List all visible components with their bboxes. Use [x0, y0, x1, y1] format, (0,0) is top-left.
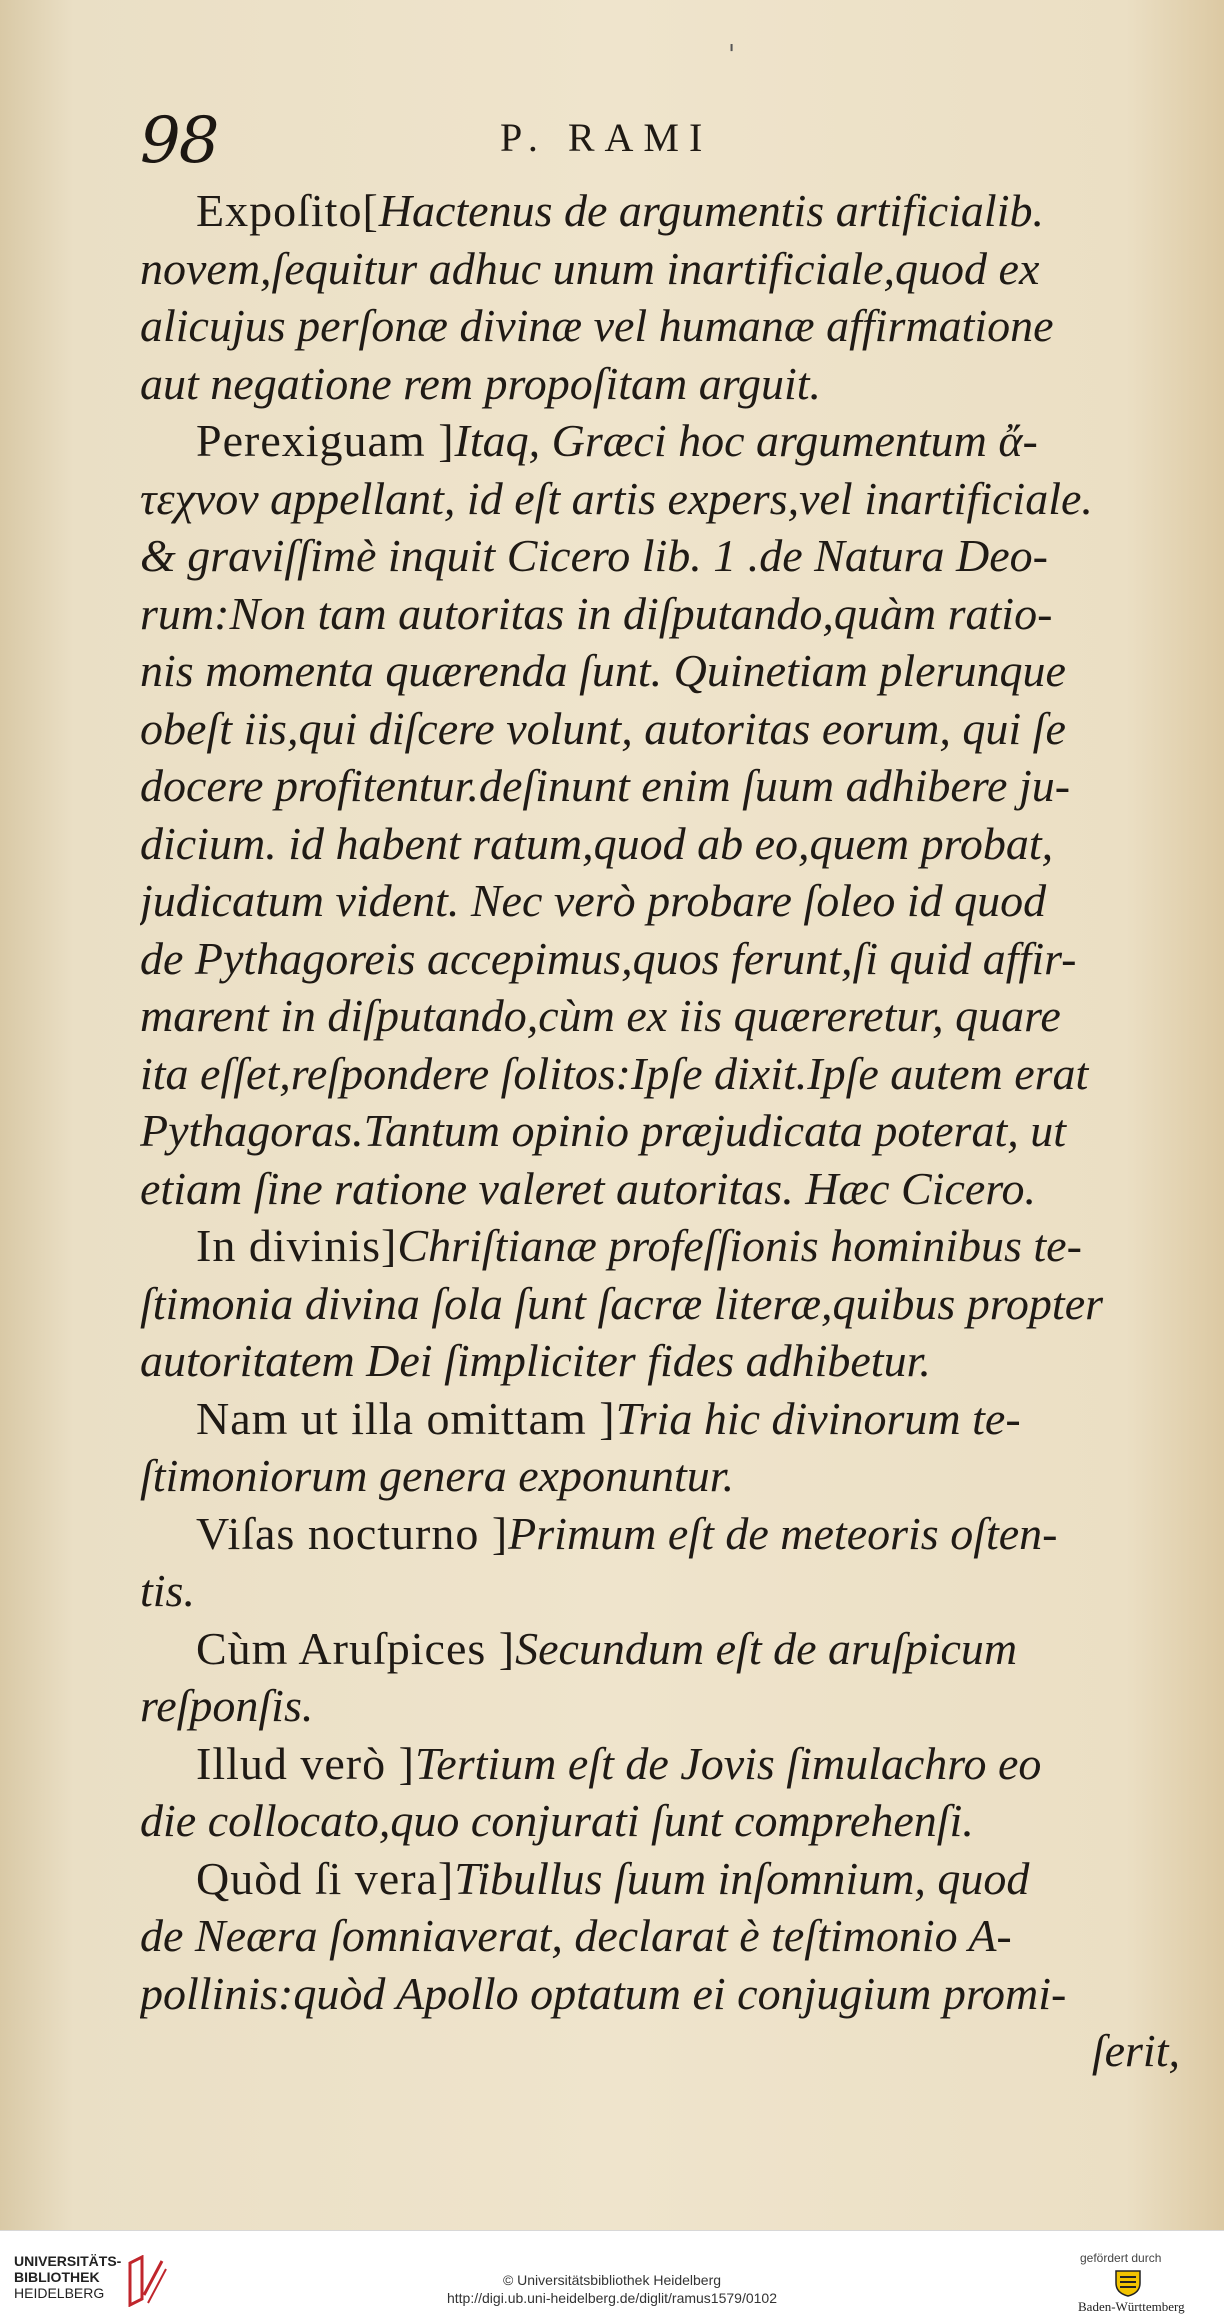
- commentary: autoritatem Dei ſimpliciter fides adhibetur.: [140, 1335, 931, 1386]
- text-line: [140, 412, 1190, 470]
- commentary: τεχνον appellant, id eſt artis expers,vel inartificiale.: [140, 472, 1093, 524]
- text-line: [140, 1735, 1190, 1793]
- commentary: de Pythagoreis accepimus,quos ferunt,ſi quid affir-: [140, 932, 1077, 984]
- text-line: [140, 527, 1190, 585]
- commentary: alicujus perſonæ divinæ vel humanæ affirmatione: [140, 300, 1054, 351]
- copyright-block: [0, 2271, 1224, 2307]
- commentary: Tibullus ſuum inſomnium, quod: [454, 1852, 1030, 1904]
- page-number: 98: [140, 104, 218, 178]
- text-line: [140, 1217, 1190, 1275]
- copyright-text: © Universitätsbibliothek Heidelberg: [502, 2272, 722, 2288]
- commentary: novem,ſequitur adhuc unum inartificiale,quod ex: [140, 242, 1040, 294]
- commentary: nis momenta quærenda ſunt. Quinetiam plerunque: [140, 645, 1066, 696]
- text-line: [140, 757, 1190, 815]
- commentary: Hactenus de argumentis artificialib.: [378, 185, 1044, 236]
- commentary: Tria hic divinorum te-: [615, 1392, 1021, 1444]
- lemma: Quòd ſi vera]: [196, 1852, 455, 1904]
- commentary: die collocato,quo conjurati ſunt comprehenſi.: [140, 1795, 974, 1846]
- lemma: Illud verò ]: [196, 1737, 415, 1789]
- commentary: & graviſſimè inquit Cicero lib. 1 .de Natura Deo-: [140, 530, 1048, 581]
- running-title: P. RAMI: [500, 115, 713, 160]
- text-line: [140, 872, 1190, 930]
- commentary: marent in diſputando,cùm ex iis quæreretur, quare: [140, 990, 1061, 1041]
- commentary: reſponſis.: [140, 1680, 314, 1731]
- text-line: [140, 1907, 1190, 1965]
- text-line: [140, 1275, 1190, 1333]
- lemma: Cùm Aruſpices ]: [196, 1622, 516, 1674]
- commentary: tis.: [140, 1565, 195, 1616]
- text-line: [140, 815, 1190, 873]
- text-line: [140, 2022, 1190, 2080]
- text-line: [140, 700, 1190, 758]
- commentary: Chriſtianæ profeſſionis hominibus te-: [397, 1220, 1082, 1271]
- lemma: Viſas nocturno ]: [196, 1507, 509, 1559]
- commentary-text: [140, 182, 1190, 2080]
- commentary: obeſt iis,qui diſcere volunt, autoritas eorum, qui ſe: [140, 702, 1066, 754]
- commentary: pollinis:quòd Apollo optatum ei conjugium promi-: [140, 1967, 1067, 2019]
- logo-line-3: HEIDELBERG: [14, 2285, 105, 2301]
- text-line: [140, 987, 1190, 1045]
- text-line: [140, 585, 1190, 643]
- lemma: In divinis]: [196, 1220, 398, 1271]
- text-line: [140, 1792, 1190, 1850]
- text-line: [140, 1620, 1190, 1678]
- text-line: [140, 297, 1190, 355]
- text-line: [140, 1850, 1190, 1908]
- permalink[interactable]: http://digi.ub.uni-heidelberg.de/diglit/ramus1579/0102: [446, 2290, 777, 2306]
- commentary: ſerit,: [1091, 2025, 1180, 2076]
- running-head: [0, 96, 1224, 178]
- logo-line-1: UNIVERSITÄTS-: [14, 2253, 122, 2269]
- commentary: aut negatione rem propoſitam arguit.: [140, 357, 822, 409]
- text-line: [140, 240, 1190, 298]
- text-line: [140, 1505, 1190, 1563]
- lemma: Expoſito[: [196, 185, 379, 236]
- commentary: dicium. id habent ratum,quod ab eo,quem probat,: [140, 817, 1054, 869]
- text-line: [140, 1160, 1190, 1218]
- commentary: judicatum vident. Nec verò probare ſoleo id quod: [140, 875, 1047, 926]
- text-line: [140, 1677, 1190, 1735]
- text-line: [140, 470, 1190, 528]
- text-line: [140, 930, 1190, 988]
- text-line: [140, 642, 1190, 700]
- commentary: Itaq, Græci hoc argumentum ἄ-: [454, 415, 1038, 466]
- text-line: [140, 1965, 1190, 2023]
- commentary: ita eſſet,reſpondere ſolitos:Ipſe dixit.Ipſe autem erat: [140, 1047, 1089, 1099]
- text-line: [140, 1447, 1190, 1505]
- sponsor-name: Baden-Württemberg: [1078, 2299, 1185, 2314]
- commentary: Tertium eſt de Jovis ſimulachro eo: [414, 1737, 1042, 1789]
- text-line: [140, 1332, 1190, 1390]
- commentary: Pythagoras.Tantum opinio præjudicata poterat, ut: [140, 1105, 1067, 1156]
- commentary: Secundum eſt de aruſpicum: [515, 1622, 1018, 1674]
- logo-line-2: BIBLIOTHEK: [14, 2269, 100, 2285]
- text-line: [140, 1102, 1190, 1160]
- commentary: de Neæra ſomniaverat, declarat è teſtimonio A-: [140, 1910, 1012, 1961]
- text-line: [140, 1390, 1190, 1448]
- text-line: [140, 1045, 1190, 1103]
- coat-of-arms-icon: [1112, 2267, 1144, 2297]
- text-line: [140, 355, 1190, 413]
- commentary: ſtimonia divina ſola ſunt ſacræ literæ,quibus propter: [140, 1277, 1104, 1329]
- text-line: [140, 1562, 1190, 1620]
- footer: [0, 2230, 1224, 2319]
- commentary: ſtimoniorum genera exponuntur.: [140, 1450, 735, 1501]
- lemma: Perexiguam ]: [196, 415, 455, 466]
- text-line: [140, 182, 1190, 240]
- top-mark: ': [728, 40, 736, 70]
- sponsor-label: gefördert durch: [1080, 2251, 1162, 2265]
- commentary: Primum eſt de meteoris oſten-: [508, 1507, 1058, 1559]
- lemma: Nam ut illa omittam ]: [196, 1392, 616, 1444]
- commentary: rum:Non tam autoritas in diſputando,quàm ratio-: [140, 587, 1053, 639]
- commentary: docere profitentur.deſinunt enim ſuum adhibere ju-: [140, 760, 1071, 811]
- commentary: etiam ſine ratione valeret autoritas. Hæc Cicero.: [140, 1162, 1037, 1214]
